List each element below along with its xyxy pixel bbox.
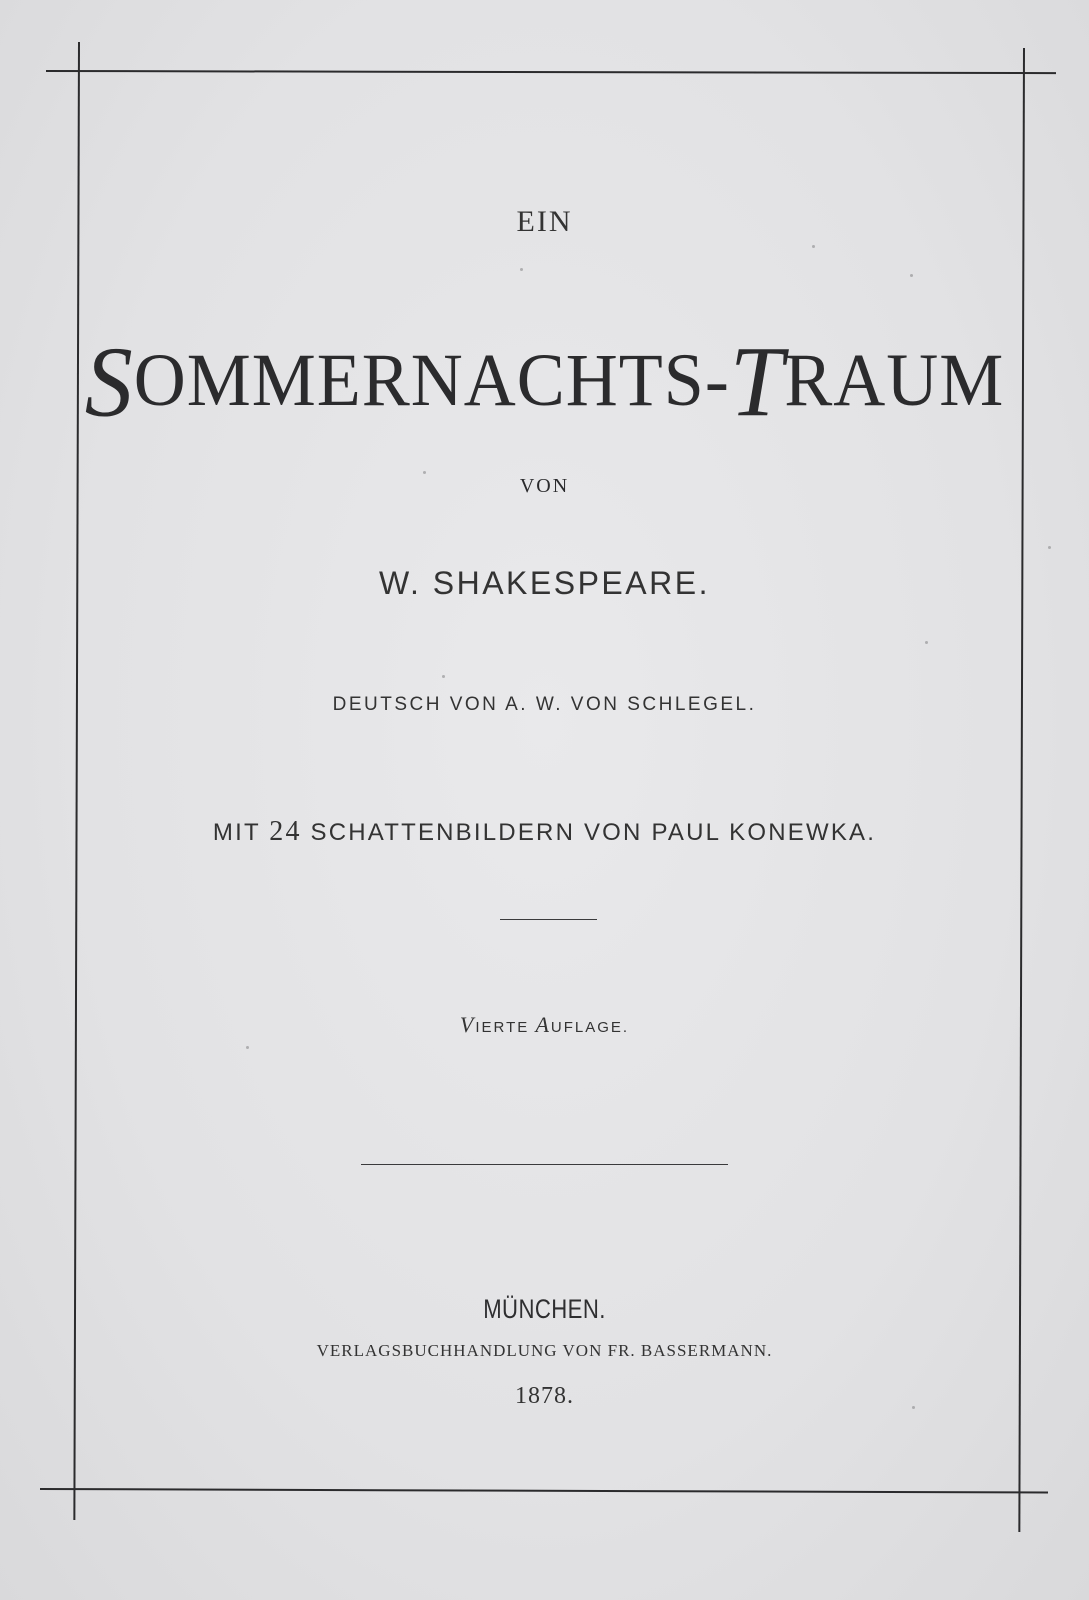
paper-speck	[812, 245, 815, 248]
edition-line	[0, 1012, 1089, 1038]
publication-city: MÜNCHEN.	[483, 1294, 606, 1324]
by-word: VON	[519, 475, 570, 497]
paper-speck	[912, 1406, 915, 1409]
title-part-2: RAUM	[784, 337, 1005, 422]
paper-speck	[246, 1046, 249, 1049]
author-name: W. SHAKESPEARE.	[379, 565, 710, 601]
translator-line: DEUTSCH VON A. W. VON SCHLEGEL.	[332, 694, 757, 715]
frame-bottom-rule	[40, 1488, 1048, 1494]
publication-year: 1878.	[515, 1383, 574, 1409]
publisher-name: VERLAGSBUCHHANDLUNG VON FR. BASSERMANN.	[316, 1341, 773, 1360]
illustrations-suffix: SCHATTENBILDERN VON PAUL KONEWKA.	[301, 819, 877, 846]
paper-speck	[910, 274, 913, 277]
title-initial-t: T	[729, 325, 785, 438]
frame-right-rule	[1018, 48, 1025, 1532]
title-initial-s: S	[84, 325, 134, 438]
paper-speck	[442, 675, 445, 678]
title-part-1: OMMERNACHTS-	[133, 337, 730, 422]
illustrations-count: 24	[269, 816, 302, 847]
long-divider	[361, 1164, 728, 1165]
edition-part-2: UFLAGE.	[550, 1019, 630, 1036]
frame-top-rule	[46, 70, 1056, 74]
edition-initial-a: A	[535, 1012, 551, 1037]
short-divider	[500, 919, 597, 920]
paper-speck	[1048, 546, 1051, 549]
illustrations-prefix: MIT	[212, 819, 270, 846]
frame-left-rule	[73, 42, 80, 1520]
article-ein: EIN	[516, 205, 573, 238]
edition-part-1: IERTE	[475, 1019, 536, 1036]
paper-speck	[925, 641, 928, 644]
illustrations-line	[0, 816, 1089, 848]
edition-initial-v: V	[459, 1012, 476, 1037]
book-title	[0, 323, 1089, 440]
paper-speck	[520, 268, 523, 271]
paper-speck	[423, 471, 426, 474]
